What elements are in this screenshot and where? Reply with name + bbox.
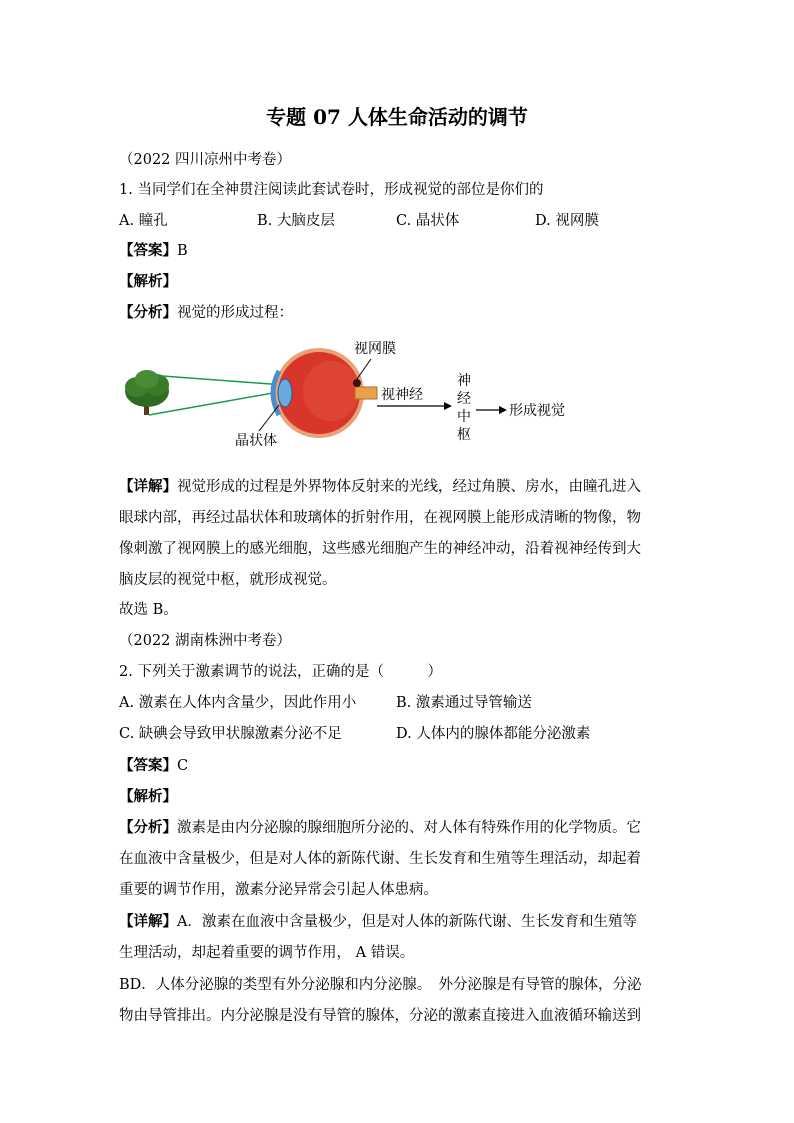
analysis-tag: 【解析】 <box>119 788 177 805</box>
q2-option-c: C. 缺碘会导致甲状腺激素分泌不足 <box>119 726 342 742</box>
q1-detail-line-4: 脑皮层的视觉中枢，就形成视觉。 <box>119 572 337 588</box>
q2-detail-line-4: 物由导管排出。内分泌腺是没有导管的腺体，分泌的激素直接进入血液循环输送到 <box>119 1008 641 1024</box>
q1-option-c: C. 晶状体 <box>396 213 460 229</box>
q1-analysis-heading <box>119 272 177 292</box>
q2-source: （2022 湖南株洲中考卷） <box>119 633 292 649</box>
page-title: 专题 07 人体生命活动的调节 <box>266 105 528 129</box>
label-retina: 视网膜 <box>354 341 396 357</box>
eyeball-icon <box>273 350 377 436</box>
q1-source: （2022 四川凉州中考卷） <box>119 152 292 168</box>
q1-fenxi <box>119 303 293 323</box>
detail-text: 视觉形成的过程是外界物体反射来的光线，经过角膜、房水，由瞳孔进入 <box>177 479 641 495</box>
q2-option-a: A. 激素在人体内含量少，因此作用小 <box>119 695 357 711</box>
q2-analysis-heading <box>119 787 177 807</box>
q1-option-a: A. 瞳孔 <box>119 213 168 229</box>
label-lens: 晶状体 <box>235 433 277 449</box>
q2-detail-line-2: 生理活动，却起着重要的调节作用， A 错误。 <box>119 945 415 961</box>
detail-tag: 【详解】 <box>119 913 177 930</box>
q1-option-b: B. 大脑皮层 <box>257 213 335 229</box>
q2-fenxi-line-2: 在血液中含量极少，但是对人体的新陈代谢、生长发育和生殖等生理活动，却起着 <box>119 851 641 867</box>
q1-detail-line-1 <box>119 477 641 497</box>
analysis-tag: 【解析】 <box>119 273 177 290</box>
tree-icon <box>125 370 169 415</box>
label-center-2: 经 <box>457 391 471 407</box>
q1-answer <box>119 241 188 261</box>
vision-pathway-diagram <box>119 333 599 458</box>
label-center-3: 中 <box>457 409 471 425</box>
q1-question: 1. 当同学们在全神贯注阅读此套试卷时，形成视觉的部位是你们的 <box>119 182 544 198</box>
detail-text: A．激素在血液中含量极少，但是对人体的新陈代谢、生长发育和生殖等 <box>177 914 637 930</box>
q1-detail-line-3: 像刺激了视网膜上的感光细胞，这些感光细胞产生的神经冲动，沿着视神经传到大 <box>119 541 641 557</box>
answer-value: B <box>177 243 188 259</box>
label-center-4: 枢 <box>457 427 471 443</box>
q2-detail-line-1 <box>119 912 637 932</box>
detail-tag: 【详解】 <box>119 478 177 495</box>
label-optic-nerve: 视神经 <box>381 387 423 403</box>
fenxi-text: 视觉的形成过程： <box>177 305 293 321</box>
q2-option-d: D. 人体内的腺体都能分泌激素 <box>396 726 591 742</box>
q2-fenxi-line-3: 重要的调节作用，激素分泌异常会引起人体患病。 <box>119 882 438 898</box>
answer-value: C <box>177 758 189 774</box>
fenxi-text: 激素是由内分泌腺的腺细胞所分泌的、对人体有特殊作用的化学物质。它 <box>177 820 641 836</box>
q2-option-b: B. 激素通过导管输送 <box>396 695 532 711</box>
q2-answer <box>119 756 188 776</box>
q1-detail-line-2: 眼球内部，再经过晶状体和玻璃体的折射作用，在视网膜上能形成清晰的物像，物 <box>119 510 641 526</box>
q1-option-d: D. 视网膜 <box>535 213 599 229</box>
label-result: 形成视觉 <box>509 403 565 419</box>
fenxi-tag: 【分析】 <box>119 819 177 836</box>
answer-tag: 【答案】 <box>119 242 177 259</box>
q2-question: 2. 下列关于激素调节的说法，正确的是（ ） <box>119 664 442 680</box>
q2-detail-line-3: BD．人体分泌腺的类型有外分泌腺和内分泌腺。 外分泌腺是有导管的腺体，分泌 <box>119 977 642 993</box>
q2-fenxi-line-1 <box>119 818 641 838</box>
fenxi-tag: 【分析】 <box>119 304 177 321</box>
q1-conclusion: 故选 B。 <box>119 602 178 618</box>
label-center-1: 神 <box>457 373 471 389</box>
answer-tag: 【答案】 <box>119 757 177 774</box>
